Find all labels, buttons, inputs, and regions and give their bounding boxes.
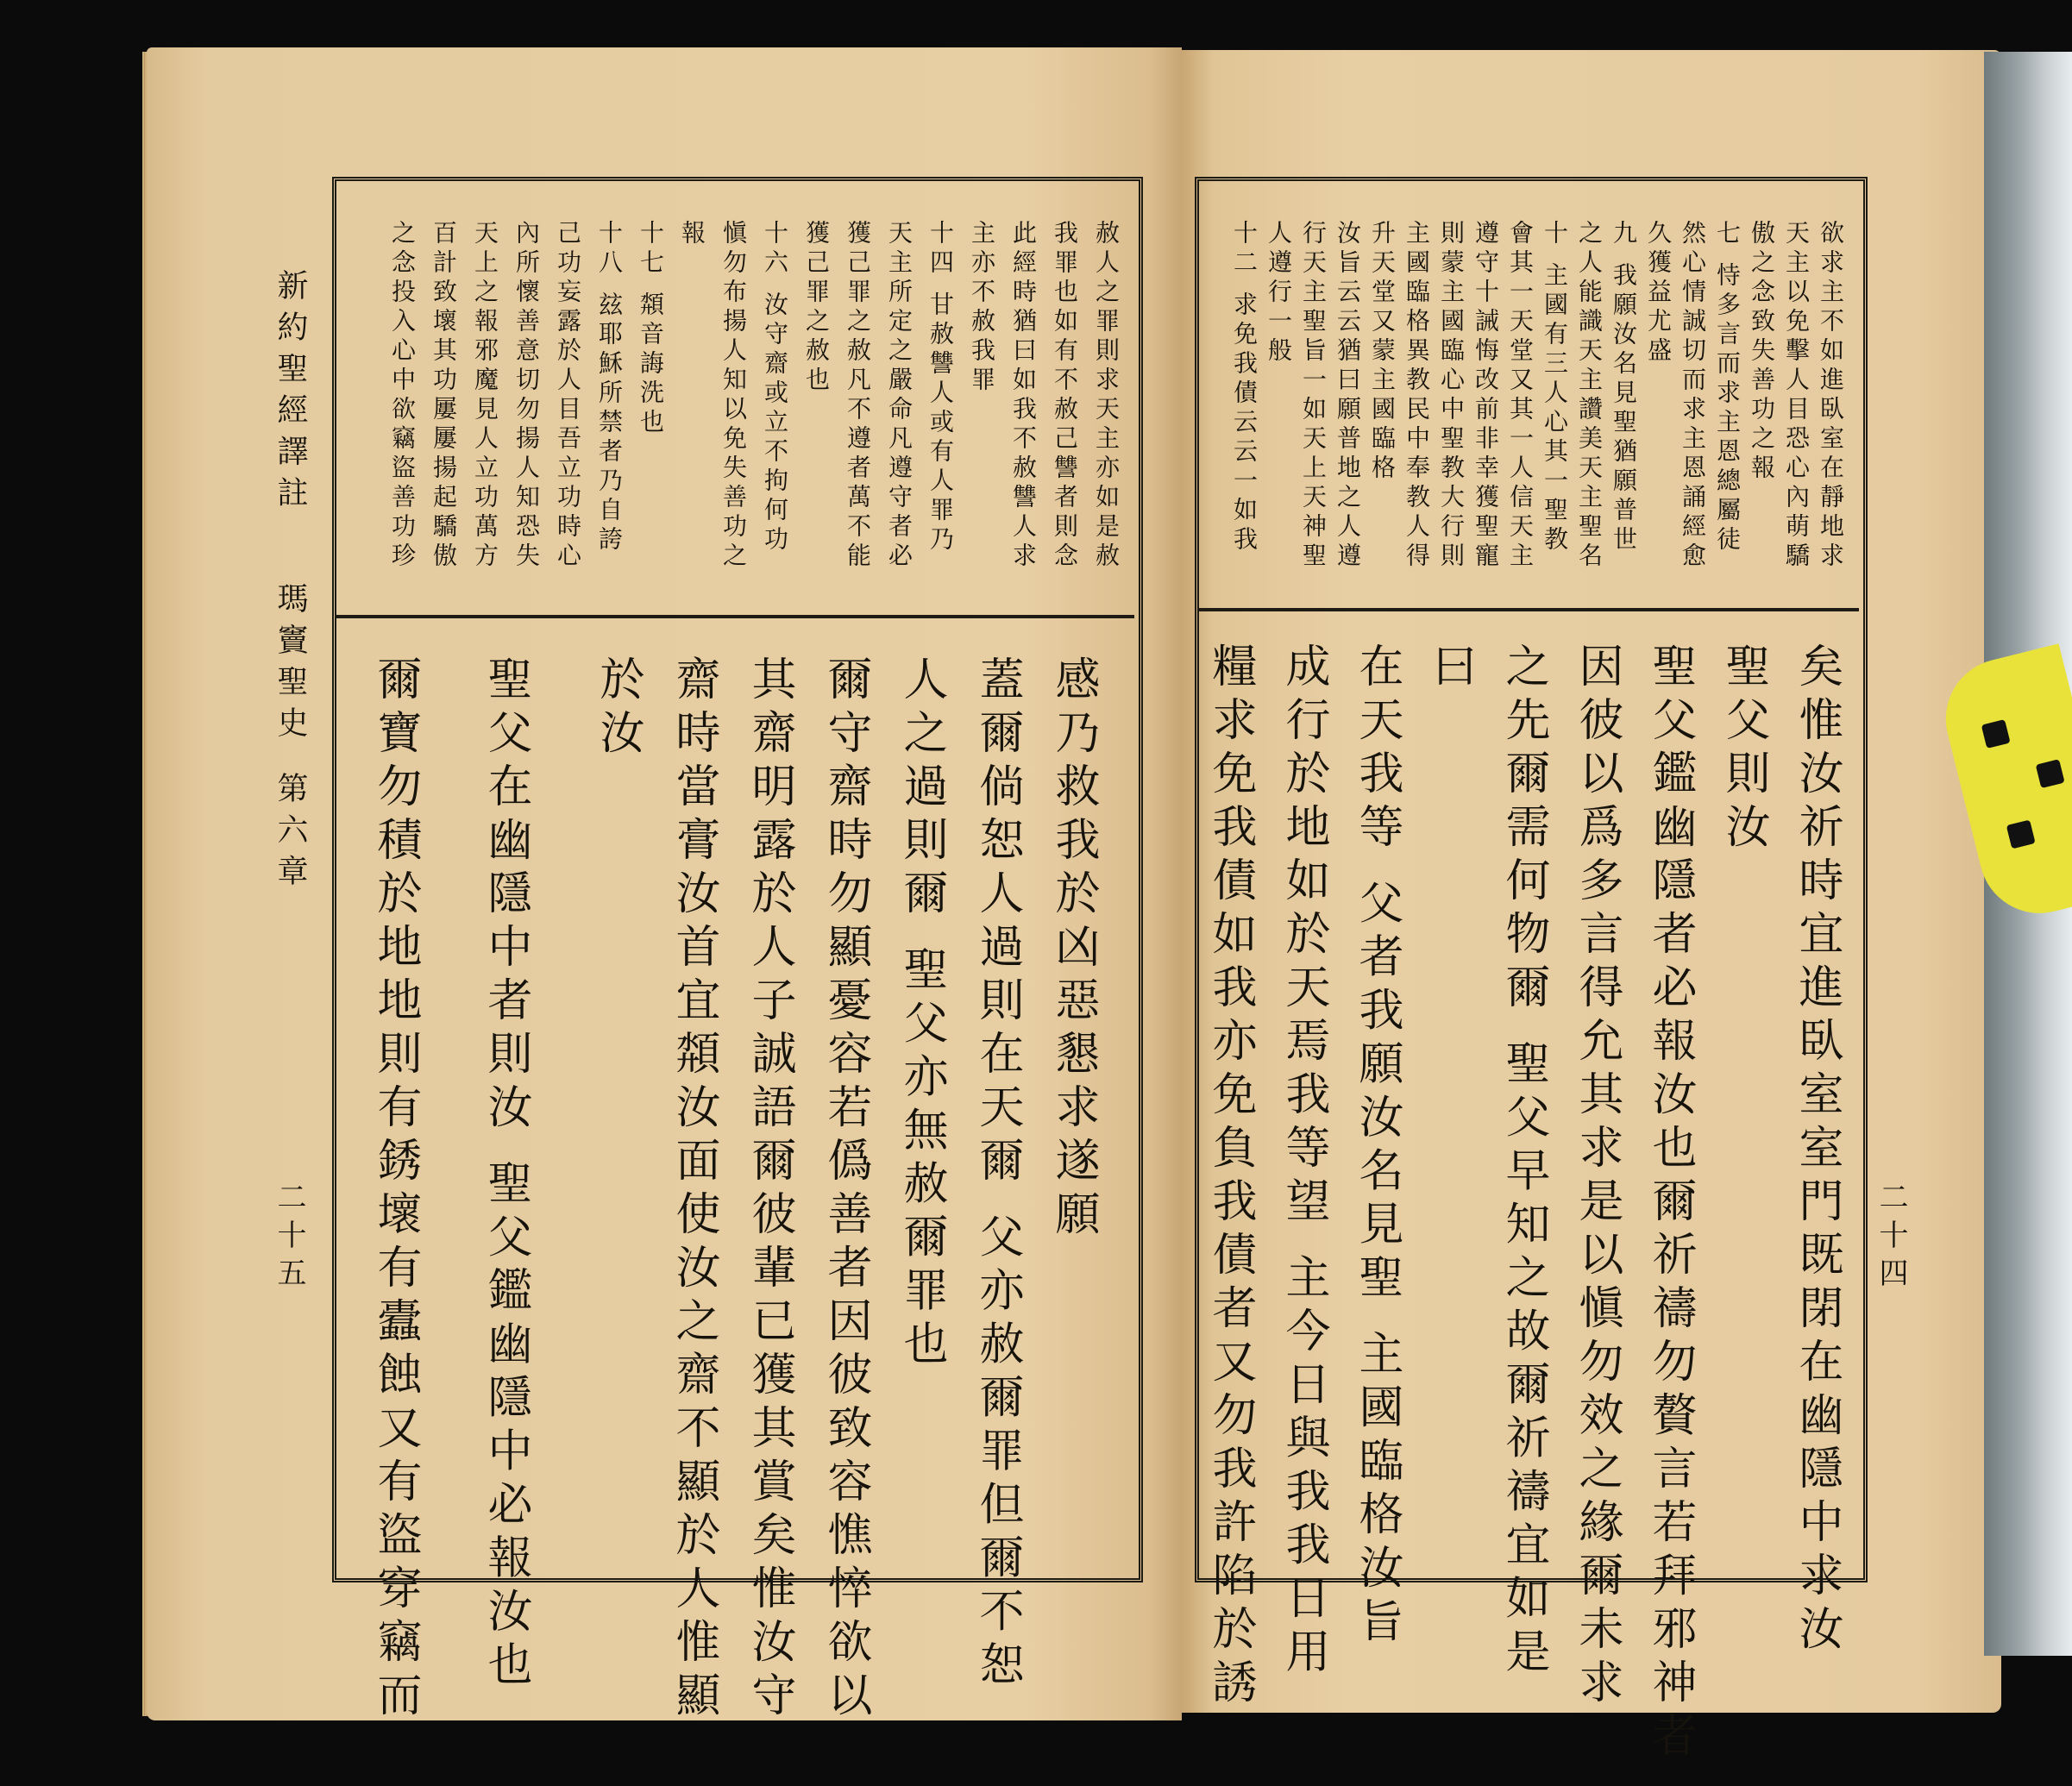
page-number-right: 二十四 [1874,1181,1908,1295]
note-column: 傲之念致失善功之報 [1748,220,1776,484]
note-column: 赦人之罪則求天主亦如是赦 [1092,220,1121,572]
note-column: 天上之報邪魔見人立功萬方 [471,220,499,572]
running-header-section-title: 瑪竇聖史 [273,582,308,748]
note-column: 天主所定之嚴命凡遵守者必 [885,220,914,572]
main-text-column: 聖父在幽隱中者則汝 聖父鑑幽隱中必報汝也 [480,655,531,1695]
tab-dot-icon [1981,719,2011,749]
note-column: 十二 求免我債云云一如我 [1230,220,1259,555]
left-notes-divider [336,615,1134,618]
note-column: 則蒙主國臨心中聖教大行則 [1437,220,1466,572]
note-column: 欲求主不如進臥室在靜地求 [1817,220,1845,572]
note-column: 我罪也如有不赦己讐者則念 [1051,220,1079,572]
note-column: 升天堂又蒙主國臨格 [1368,220,1397,484]
note-column: 十四 甘赦讐人或有人罪乃 [926,220,955,555]
note-column: 會其一天堂又其一人信天主 [1506,220,1535,572]
note-column: 十 主國有三人心其一聖教 [1541,220,1569,555]
note-column: 主國臨格異教民中奉教人得 [1403,220,1431,572]
note-column: 獲己罪之赦也 [802,220,831,396]
note-column: 百計致壞其功屢屢揚起驕傲 [430,220,458,572]
running-header-chapter: 第六章 [273,772,308,896]
main-text-column: 成行於地如於天焉我等望 主今日與我我日用 [1278,642,1329,1682]
note-column: 內所懷善意切勿揚人知恐失 [512,220,541,572]
note-column: 獲己罪之赦凡不遵者萬不能 [844,220,872,572]
note-column: 天主以免擊人目恐心內萌驕 [1782,220,1811,572]
main-text-column: 爾寶勿積於地地則有銹壞有蠹蝕又有盜穿竊而 [369,655,421,1725]
main-text-column: 聖父則汝 [1717,642,1769,856]
main-text-column: 人之過則爾 聖父亦無赦爾罪也 [895,655,947,1374]
note-column: 之念投入心中欲竊盜善功珍 [388,220,417,572]
note-column: 久獲益尤盛 [1644,220,1673,367]
note-column: 汝旨云云猶曰願普地之人遵 [1334,220,1362,572]
note-column: 九 我願汝名見聖猶願普世 [1610,220,1638,555]
main-text-column: 感乃救我於凶惡懇求遂願 [1047,655,1099,1244]
main-text-column: 糧求免我債如我亦免負我債者又勿我許陷於誘 [1204,642,1256,1712]
note-column: 七 恃多言而求主恩總屬徒 [1713,220,1742,555]
note-column: 遵守十誡悔改前非幸獲聖寵 [1472,220,1500,572]
main-text-column: 聖父鑑幽隱者必報汝也爾祈禱勿贅言若拜邪神者 [1644,642,1696,1765]
note-column: 之人能識天主讚美天主聖名 [1575,220,1604,572]
main-text-column: 曰 [1424,642,1476,696]
note-column: 人遵行一般 [1265,220,1293,367]
main-text-column: 其齋明露於人子誠語爾彼輩已獲其賞矣惟汝守 [744,655,795,1725]
note-column: 然心情誠切而求主恩誦經愈 [1679,220,1707,572]
tab-dot-icon [2006,820,2036,849]
note-column: 行天主聖旨一如天上天神聖 [1299,220,1328,572]
note-column: 十七 頮音誨洗也 [637,220,665,438]
main-text-column: 矣惟汝祈時宜進臥室室門既閉在幽隱中求汝 [1791,642,1843,1658]
note-column: 主亦不赦我罪 [968,220,996,396]
note-column: 十六 汝守齋或立不拘何功 [761,220,789,555]
note-column: 此經時猶曰如我不赦讐人求 [1009,220,1038,572]
right-notes-divider [1199,608,1859,611]
running-header-book-title: 新約聖經譯註 [273,269,308,517]
main-text-column: 齋時當膏汝首宜頮汝面使汝之齋不顯於人惟顯 [668,655,719,1725]
main-text-column: 在天我等 父者我願汝名見聖 主國臨格汝旨 [1351,642,1403,1651]
main-text-column: 因彼以爲多言得允其求是以愼勿效之緣爾未求 [1571,642,1623,1712]
main-text-column: 爾守齋時勿顯憂容若僞善者因彼致容憔悴欲以 [819,655,871,1725]
main-text-column: 之先爾需何物爾 聖父早知之故爾祈禱宜如是 [1497,642,1549,1682]
note-column: 愼勿布揚人知以免失善功之 [719,220,748,572]
main-text-column: 於汝 [592,655,644,762]
note-column: 己功妄露於人目吾立功時心 [554,220,582,572]
main-text-column: 蓋爾倘恕人過則在天爾 父亦赦爾罪但爾不恕 [971,655,1023,1695]
page-number-left: 二十五 [272,1181,306,1295]
tab-dot-icon [2036,759,2065,788]
note-column: 十八 玆耶穌所禁者乃自誇 [595,220,624,555]
note-column: 報 [678,220,706,249]
